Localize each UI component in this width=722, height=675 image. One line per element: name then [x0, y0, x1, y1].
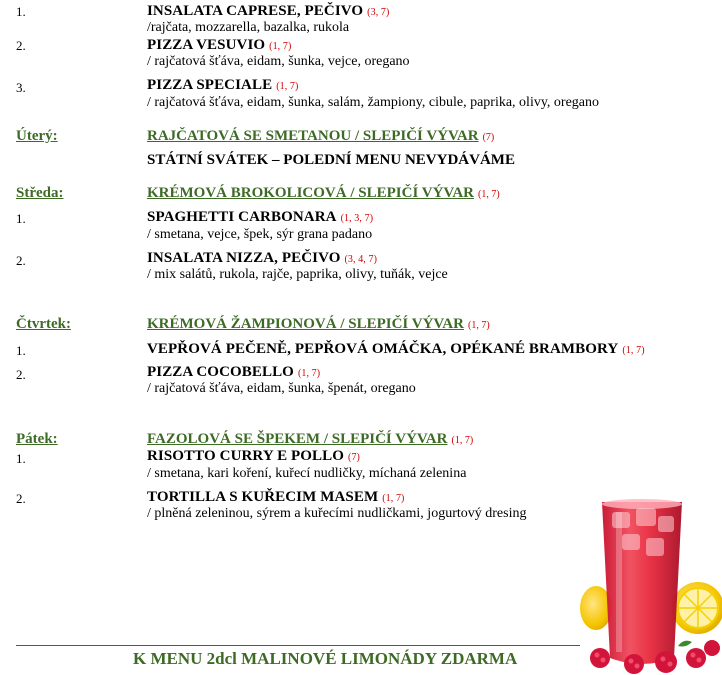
holiday-notice: STÁTNÍ SVÁTEK – POLEDNÍ MENU NEVYDÁVÁME — [147, 152, 515, 168]
item-number: 1. — [16, 451, 26, 466]
allergens: (3, 4, 7) — [344, 254, 378, 265]
dish-description: / plněná zeleninou, sýrem a kuřecími nudličkami, jogurtový dresing — [147, 506, 527, 521]
dish-description: /rajčata, mozzarella, bazalka, rukola — [147, 20, 350, 35]
allergens: (1, 7) — [451, 435, 474, 446]
item-number: 3. — [16, 80, 26, 95]
dish-description: / mix salátů, rukola, rajče, paprika, olivy, tuňák, vejce — [147, 267, 448, 282]
soup-of-day: KRÉMOVÁ BROKOLICOVÁ / SLEPIČÍ VÝVAR (1, 7) — [147, 185, 500, 201]
allergens: (1, 7) — [622, 345, 645, 356]
day-label-wednesday: Středa: — [16, 185, 64, 201]
day-label-tuesday: Úterý: — [16, 128, 58, 144]
dish-title: INSALATA NIZZA, PEČIVO (3, 4, 7) — [147, 250, 378, 266]
soup-of-day: FAZOLOVÁ SE ŠPEKEM / SLEPIČÍ VÝVAR (1, 7) — [147, 431, 474, 447]
dish-title: PIZZA SPECIALE (1, 7) — [147, 77, 299, 93]
dish-description: / rajčatová šťáva, eidam, šunka, salám, žampiony, cibule, paprika, olivy, oregano — [147, 95, 600, 110]
allergens: (1, 7) — [467, 320, 490, 331]
allergens: (7) — [348, 452, 360, 463]
item-number: 1. — [16, 211, 26, 226]
dish-title: PIZZA COCOBELLO (1, 7) — [147, 364, 321, 380]
dish-title: INSALATA CAPRESE, PEČIVO (3, 7) — [147, 3, 390, 19]
raspberry-lemonade-image — [578, 498, 722, 675]
item-number: 1. — [16, 343, 26, 358]
dish-title: SPAGHETTI CARBONARA (1, 3, 7) — [147, 209, 374, 225]
footer-promo: K MENU 2dcl MALINOVÉ LIMONÁDY ZDARMA — [133, 649, 518, 668]
dish-title: TORTILLA S KUŘECIM MASEM (1, 7) — [147, 489, 405, 505]
item-number: 2. — [16, 253, 26, 268]
item-number: 2. — [16, 38, 26, 53]
item-number: 1. — [16, 4, 26, 19]
allergens: (1, 7) — [297, 368, 321, 379]
day-label-thursday: Čtvrtek: — [16, 316, 71, 332]
dish-title: VEPŘOVÁ PEČENĚ, PEPŘOVÁ OMÁČKA, OPÉKANÉ BRAMBORY (1, 7) — [147, 341, 645, 357]
item-number: 2. — [16, 367, 26, 382]
soup-of-day: KRÉMOVÁ ŽAMPIONOVÁ / SLEPIČÍ VÝVAR (1, 7) — [147, 316, 490, 332]
footer-divider — [16, 645, 580, 646]
dish-title: RISOTTO CURRY E POLLO (7) — [147, 448, 360, 464]
dish-description: / rajčatová šťáva, eidam, šunka, špenát, oregano — [147, 381, 416, 396]
allergens: (1, 7) — [478, 189, 500, 200]
allergens: (1, 7) — [276, 81, 299, 92]
soup-of-day: RAJČATOVÁ SE SMETANOU / SLEPIČÍ VÝVAR (7) — [147, 128, 495, 144]
allergens: (1, 3, 7) — [340, 213, 374, 224]
allergens: (1, 7) — [269, 41, 292, 52]
dish-description: / smetana, kari koření, kuřecí nudličky, míchaná zelenina — [147, 466, 467, 481]
dish-description: / rajčatová šťáva, eidam, šunka, vejce, oregano — [147, 54, 410, 69]
allergens: (1, 7) — [382, 493, 405, 504]
dish-description: / smetana, vejce, špek, sýr grana padano — [147, 227, 373, 242]
item-number: 2. — [16, 491, 26, 506]
allergens: (3, 7) — [367, 7, 390, 18]
allergens: (7) — [482, 132, 495, 143]
dish-title: PIZZA VESUVIO (1, 7) — [147, 37, 292, 53]
day-label-friday: Pátek: — [16, 431, 58, 447]
